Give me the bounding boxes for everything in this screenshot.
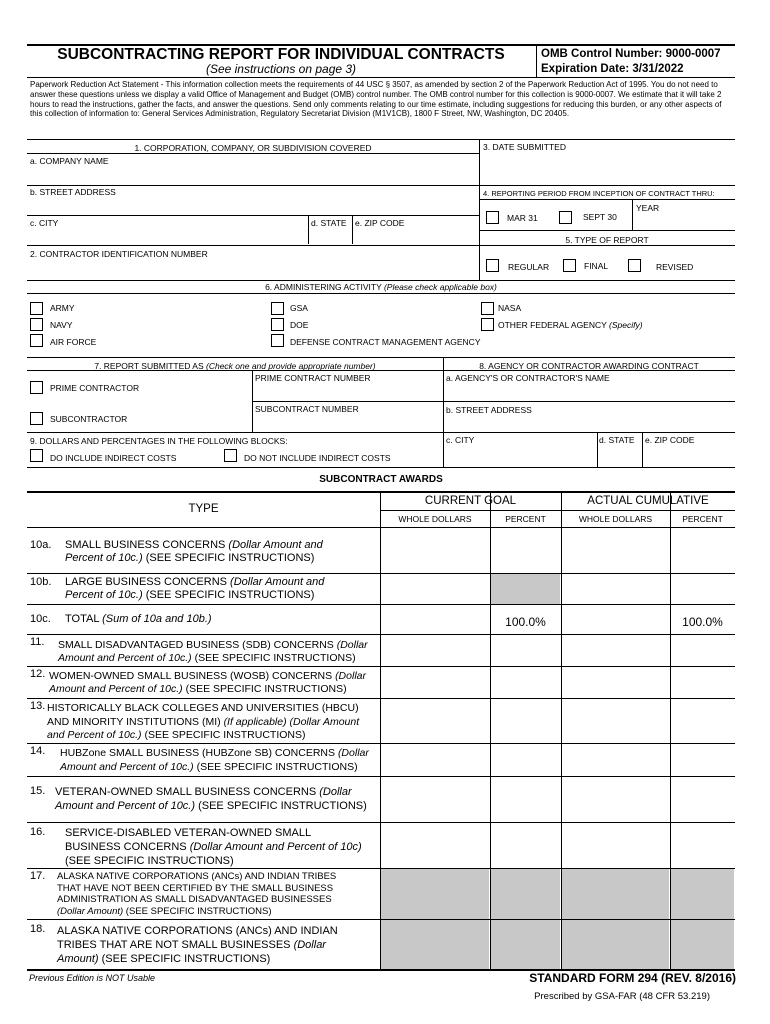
- shaded-cell: [381, 869, 489, 919]
- rule: [479, 230, 735, 231]
- rule: [27, 215, 479, 216]
- row-text: (SEE SPECIFIC INSTRUCTIONS): [193, 760, 358, 773]
- shaded-cell: [381, 920, 489, 969]
- rule: [27, 527, 735, 528]
- actual-dollars-heading: WHOLE DOLLARS: [578, 514, 653, 524]
- row-italic: and Percent of 10c.): [47, 729, 142, 741]
- row-italic: Amount and Percent of 10c.): [49, 683, 183, 695]
- year-input[interactable]: [636, 214, 735, 230]
- navy-label: NAVY: [50, 320, 73, 330]
- agency-state-input[interactable]: [600, 447, 644, 465]
- shaded-cell: [562, 920, 669, 969]
- section7-title: 7. REPORT SUBMITTED AS: [94, 361, 204, 371]
- shaded-cell: [562, 869, 669, 919]
- other-agency-note: (Specify): [609, 320, 643, 330]
- row-text: ALASKA NATIVE CORPORATIONS (ANCs) AND INDIAN TRIBES: [57, 871, 337, 882]
- rule: [27, 743, 735, 744]
- final-checkbox[interactable]: [563, 259, 576, 272]
- rule: [27, 467, 735, 468]
- rule: [27, 357, 735, 358]
- include-indirect-checkbox[interactable]: [30, 449, 43, 462]
- regular-checkbox[interactable]: [486, 259, 499, 272]
- row-text: VETERAN-OWNED SMALL BUSINESS CONCERNS: [55, 786, 320, 798]
- total-actual-percent: 100.0%: [682, 615, 723, 629]
- total-goal-percent: 100.0%: [505, 615, 546, 629]
- row-10b-number: 10b.: [30, 576, 52, 588]
- shaded-cell: [491, 869, 560, 919]
- col-divider: [479, 139, 480, 280]
- row-16-label: [65, 826, 377, 868]
- row-text: HUBZone SMALL BUSINESS (HUBZone SB) CONCERNS: [60, 747, 338, 759]
- subcontractor-label: SUBCONTRACTOR: [50, 414, 128, 424]
- year-label: YEAR: [636, 203, 660, 213]
- street-address-input[interactable]: [30, 197, 478, 215]
- final-label: FINAL: [584, 261, 609, 271]
- section3-heading: 3. DATE SUBMITTED: [483, 142, 566, 152]
- section9-heading: 9. DOLLARS AND PERCENTAGES IN THE FOLLOWING BLOCKS:: [30, 436, 288, 446]
- row-11-label: [58, 639, 378, 665]
- nasa-label: NASA: [498, 303, 522, 313]
- company-name-input[interactable]: [30, 166, 478, 186]
- row-italic: Percent of 10c.): [65, 589, 143, 601]
- row-text: THAT HAVE NOT BEEN CERTIFIED BY THE SMALL BUSINESS: [57, 882, 334, 894]
- state-label: d. STATE: [311, 218, 347, 228]
- row-italic: Amount): [57, 953, 99, 965]
- goal-dollars-heading: WHOLE DOLLARS: [398, 514, 472, 524]
- agency-zip-label: e. ZIP CODE: [645, 435, 695, 445]
- shaded-cell: [671, 869, 734, 919]
- expiration-date: Expiration Date: 3/31/2022: [541, 63, 684, 75]
- rule: [27, 698, 735, 699]
- row-text: TOTAL: [65, 613, 103, 625]
- col-divider: [642, 432, 643, 467]
- agency-name-input[interactable]: [446, 385, 735, 401]
- awards-heading: SUBCONTRACT AWARDS: [319, 474, 443, 485]
- dcma-label: DEFENSE CONTRACT MANAGEMENT AGENCY: [290, 337, 481, 347]
- row-18-label: [57, 924, 377, 966]
- rule: [27, 280, 735, 281]
- rule: [479, 199, 735, 200]
- section6-note: (Please check applicable box): [383, 282, 497, 292]
- current-goal-heading: CURRENT GOAL: [424, 495, 517, 507]
- form-title: SUBCONTRACTING REPORT FOR INDIVIDUAL CONTRACTS: [57, 46, 505, 63]
- header-divider: [536, 45, 537, 78]
- row-10c-label: [65, 613, 375, 626]
- regular-label: REGULAR: [508, 262, 550, 272]
- section2-heading: 2. CONTRACTOR IDENTIFICATION NUMBER: [30, 249, 208, 259]
- row-15-label: [55, 785, 380, 813]
- row-text: (SEE SPECIFIC INSTRUCTIONS): [182, 683, 347, 695]
- row-text: (SEE SPECIFIC INSTRUCTIONS): [142, 589, 315, 601]
- row-text: ADMINISTRATION AS SMALL DISADVANTAGED BUSINESSES: [57, 894, 332, 905]
- zip-label: e. ZIP CODE: [355, 218, 405, 228]
- row-italic: Amount and Percent of 10c.): [55, 800, 196, 812]
- row-14-number: 14.: [30, 745, 46, 757]
- paperwork-statement: Paperwork Reduction Act Statement - This information collection meets the requirements of 44 USC § 3507, as amended by section 2 of the Paperwork Reduction Act of 1995. You do not need to answer these questions unless we display a valid Office of Management and Budget (OMB) control number. The OMB control number for this collection is 9000-0007. We estimate that it will take 2 hours to read the instructions, gather the facts, and answer the questions. Send only comments relating to our time estimate, including suggestions for reducing this burden, or any other aspects of this collection of information to: General Services Administration, Regulatory Secretariat Division (M1V1CB), 1800 F Street, NW, Washington, DC 20405.: [30, 80, 722, 119]
- rule: [27, 139, 735, 140]
- row-italic: (Dollar Amount and Percent of 10c): [189, 841, 362, 853]
- army-checkbox[interactable]: [30, 302, 43, 315]
- row-italic: Percent of 10c.): [65, 552, 143, 564]
- row-italic: (Dollar: [293, 939, 326, 951]
- prime-number-label: PRIME CONTRACT NUMBER: [255, 373, 371, 383]
- row-italic: (Sum of 10a and 10b.): [102, 613, 212, 625]
- gsa-label: GSA: [290, 303, 308, 313]
- doe-label: DOE: [290, 320, 309, 330]
- army-label: ARMY: [50, 303, 75, 313]
- row-text: (SEE SPECIFIC INSTRUCTIONS): [191, 652, 356, 664]
- omb-control-number: OMB Control Number: 9000-0007: [541, 48, 721, 60]
- contractor-id-input[interactable]: [30, 260, 478, 280]
- navy-checkbox[interactable]: [30, 318, 43, 331]
- section7-note: (Check one and provide appropriate number): [206, 361, 376, 371]
- shaded-cell: [491, 920, 560, 969]
- row-text: SERVICE-DISABLED VETERAN-OWNED SMALL: [65, 827, 312, 839]
- prescribed-by: Prescribed by GSA-FAR (48 CFR 53.219): [534, 991, 710, 1002]
- row-text: (SEE SPECIFIC INSTRUCTIONS): [141, 729, 306, 741]
- row-italic: (Dollar Amount and: [230, 576, 325, 588]
- section6-heading: [27, 282, 735, 292]
- date-submitted-input[interactable]: [483, 153, 735, 183]
- exclude-indirect-label: DO NOT INCLUDE INDIRECT COSTS: [244, 453, 391, 463]
- row-15-number: 15.: [30, 785, 46, 797]
- agency-zip-input[interactable]: [645, 447, 735, 465]
- row-10c-number: 10c.: [30, 613, 51, 625]
- rule: [27, 491, 735, 493]
- state-input[interactable]: [310, 228, 354, 244]
- doe-checkbox[interactable]: [271, 318, 284, 331]
- prime-contractor-checkbox[interactable]: [30, 381, 43, 394]
- city-input[interactable]: [30, 228, 308, 244]
- gsa-checkbox[interactable]: [271, 302, 284, 315]
- company-name-label: a. COMPANY NAME: [30, 156, 109, 166]
- actual-percent-heading: PERCENT: [682, 514, 723, 524]
- air-force-label: AIR FORCE: [50, 337, 97, 347]
- row-text: WOMEN-OWNED SMALL BUSINESS (WOSB) CONCERNS: [49, 670, 336, 682]
- sub-number-label: SUBCONTRACT NUMBER: [255, 404, 359, 414]
- rule: [27, 776, 735, 777]
- row-text: (SEE SPECIFIC INSTRUCTIONS): [98, 953, 271, 965]
- agency-state-label: d. STATE: [599, 435, 635, 445]
- rule: [27, 666, 735, 667]
- air-force-checkbox[interactable]: [30, 334, 43, 347]
- rule: [27, 432, 735, 433]
- row-11-number: 11.: [30, 636, 45, 648]
- row-text: AND MINORITY INSTITUTIONS (MI): [47, 715, 224, 728]
- rule: [27, 868, 735, 869]
- row-italic: (Dollar: [336, 639, 368, 651]
- subcontractor-checkbox[interactable]: [30, 412, 43, 425]
- rule: [27, 573, 735, 574]
- rule: [27, 185, 735, 186]
- row-14-label: [60, 747, 378, 774]
- header-bottom-rule: [27, 77, 735, 78]
- revised-checkbox[interactable]: [628, 259, 641, 272]
- sub-number-input[interactable]: [255, 415, 443, 431]
- city-label: c. CITY: [30, 218, 59, 228]
- nasa-checkbox[interactable]: [481, 302, 494, 315]
- row-13-number: 13.: [30, 700, 46, 712]
- include-indirect-label: DO INCLUDE INDIRECT COSTS: [50, 453, 177, 463]
- row-text: (SEE SPECIFIC INSTRUCTIONS): [195, 800, 367, 812]
- actual-cumulative-heading: ACTUAL CUMULATIVE: [587, 495, 709, 507]
- mar31-label: MAR 31: [507, 213, 538, 223]
- exclude-indirect-checkbox[interactable]: [224, 449, 237, 462]
- section1-heading: 1. CORPORATION, COMPANY, OR SUBDIVISION COVERED: [134, 143, 372, 153]
- col-divider: [597, 432, 598, 467]
- other-agency-label: [498, 320, 643, 330]
- form-subtitle: (See instructions on page 3): [205, 62, 357, 76]
- row-text: HISTORICALLY BLACK COLLEGES AND UNIVERSITIES (HBCU): [47, 702, 359, 714]
- row-italic: (If applicable) (Dollar Amount: [223, 715, 360, 728]
- shaded-cell: [491, 574, 560, 604]
- sept30-checkbox[interactable]: [559, 211, 572, 224]
- agency-street-input[interactable]: [446, 416, 735, 432]
- col-divider: [308, 215, 309, 244]
- rule: [27, 634, 735, 635]
- rule: [27, 153, 479, 154]
- row-italic: Amount and Percent of 10c.): [60, 760, 194, 773]
- row-10a-number: 10a.: [30, 539, 52, 551]
- rule: [380, 510, 735, 511]
- mar31-checkbox[interactable]: [486, 211, 499, 224]
- section5-heading: 5. TYPE OF REPORT: [565, 235, 649, 245]
- row-12-label: [49, 670, 377, 696]
- row-17-label: [57, 871, 377, 917]
- type-heading: TYPE: [188, 503, 219, 515]
- row-italic: (Dollar: [335, 670, 366, 682]
- row-text: SMALL BUSINESS CONCERNS: [65, 539, 229, 551]
- row-italic: (Dollar Amount): [57, 905, 124, 917]
- rule: [27, 370, 735, 371]
- row-italic: (Dollar Amount and: [228, 539, 323, 551]
- form-designation: STANDARD FORM 294 (REV. 8/2016): [529, 971, 736, 985]
- shaded-cell: [671, 920, 734, 969]
- sept30-label: SEPT 30: [583, 212, 617, 222]
- rule: [27, 245, 735, 246]
- row-13-label: [47, 702, 377, 743]
- rule: [27, 919, 735, 920]
- row-10b-label: [65, 576, 375, 602]
- row-text: ALASKA NATIVE CORPORATIONS (ANCs) AND INDIAN: [57, 925, 338, 937]
- col-divider: [443, 357, 444, 467]
- row-text: LARGE BUSINESS CONCERNS: [65, 576, 231, 588]
- row-10a-label: [65, 539, 375, 565]
- section8-heading: 8. AGENCY OR CONTRACTOR AWARDING CONTRACT: [479, 361, 699, 371]
- row-text: BUSINESS CONCERNS: [65, 841, 190, 853]
- row-text: (SEE SPECIFIC INSTRUCTIONS): [65, 855, 234, 867]
- prime-number-input[interactable]: [255, 385, 443, 401]
- prime-contractor-label: PRIME CONTRACTOR: [50, 383, 140, 393]
- previous-edition-note: Previous Edition is NOT Usable: [29, 973, 156, 983]
- zip-input[interactable]: [355, 228, 479, 244]
- row-italic: Amount and Percent of 10c.): [58, 652, 192, 664]
- revised-label: REVISED: [656, 262, 694, 272]
- agency-street-label: b. STREET ADDRESS: [446, 405, 532, 415]
- row-text: TRIBES THAT ARE NOT SMALL BUSINESSES: [57, 939, 294, 951]
- section6-title: 6. ADMINISTERING ACTIVITY: [265, 282, 382, 292]
- section4-heading: 4. REPORTING PERIOD FROM INCEPTION OF CONTRACT THRU:: [483, 189, 715, 198]
- goal-percent-heading: PERCENT: [505, 514, 546, 524]
- row-text: (SEE SPECIFIC INSTRUCTIONS): [123, 905, 272, 917]
- dcma-checkbox[interactable]: [271, 334, 284, 347]
- row-text: SMALL DISADVANTAGED BUSINESS (SDB) CONCERNS: [58, 639, 337, 651]
- row-italic: (Dollar: [337, 747, 369, 759]
- street-address-label: b. STREET ADDRESS: [30, 187, 116, 197]
- rule: [27, 822, 735, 823]
- other-agency-text: OTHER FEDERAL AGENCY: [498, 320, 607, 330]
- other-agency-checkbox[interactable]: [481, 318, 494, 331]
- row-italic: (Dollar: [319, 786, 352, 798]
- row-18-number: 18.: [30, 923, 46, 935]
- agency-name-label: a. AGENCY'S OR CONTRACTOR'S NAME: [446, 373, 610, 383]
- agency-city-label: c. CITY: [446, 435, 475, 445]
- row-text: (SEE SPECIFIC INSTRUCTIONS): [142, 552, 315, 564]
- rule: [252, 401, 735, 402]
- row-12-number: 12.: [30, 668, 46, 680]
- rule: [27, 293, 735, 294]
- row-17-number: 17.: [30, 870, 46, 882]
- rule: [27, 604, 735, 605]
- row-16-number: 16.: [30, 826, 46, 838]
- col-divider: [632, 199, 633, 230]
- agency-city-input[interactable]: [446, 447, 598, 465]
